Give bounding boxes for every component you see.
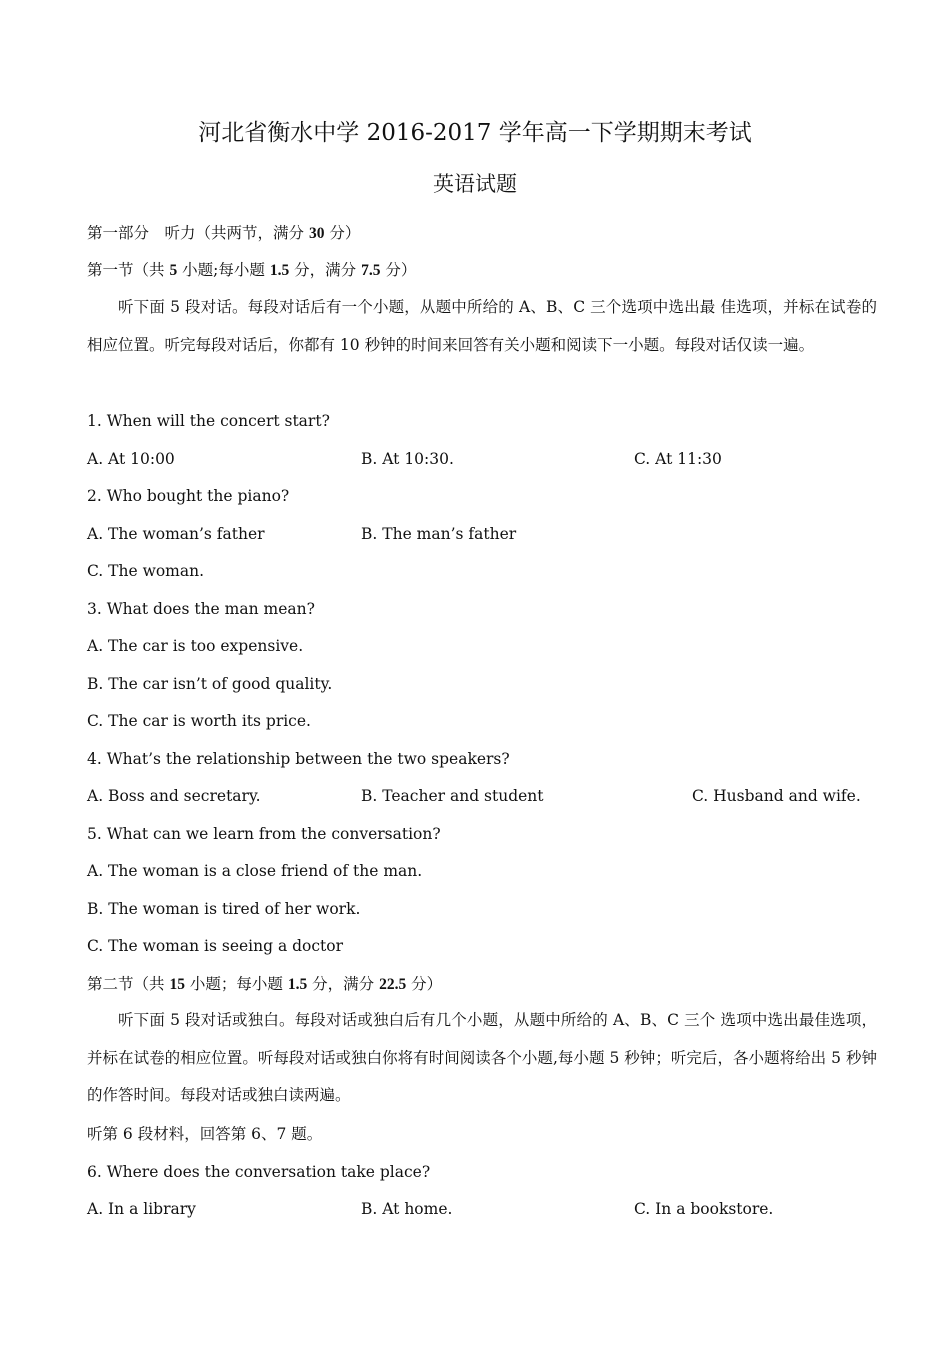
option-b: B. Teacher and student (361, 787, 544, 805)
question-stem: 1. When will the concert start? (87, 412, 330, 430)
option-b: B. At home. (361, 1200, 453, 1218)
option-a: A. The woman’s father (87, 525, 265, 543)
question-stem: 3. What does the man mean? (87, 600, 315, 618)
option-a: A. At 10:00 (87, 450, 175, 468)
section1-heading-part: 分） (385, 261, 417, 279)
section1-heading-each: 1.5 (269, 262, 290, 279)
option-c: C. In a bookstore. (634, 1200, 774, 1218)
option-c: C. Husband and wife. (692, 787, 861, 805)
section1-heading-part: 分，满分 (294, 261, 357, 279)
material-note: 听第 6 段材料，回答第 6、7 题。 (87, 1125, 323, 1143)
question-stem: 2. Who bought the piano? (87, 487, 290, 505)
section2-heading-part: 第二节（共 (87, 975, 165, 993)
section2-instructions: 听下面 5 段对话或独白。每段对话或独白后有几个小题，从题中所给的 A、B、C 三个 选项中选出最佳选项，并标在试卷的相应位置。听每段对话或独白你将有时间阅读各个小题,每小题 5 秒钟；听完后，各小题将给出 5 秒钟的作答时间。每段对话或独白读两遍。 (87, 1011, 877, 1104)
option-c: C. The woman. (87, 562, 205, 580)
page-subtitle: 英语试题 (433, 172, 517, 196)
section1-instructions: 听下面 5 段对话。每段对话后有一个小题，从题中所给的 A、B、C 三个选项中选出最 佳选项，并标在试卷的相应位置。听完每段对话后，你都有 10 秒钟的时间来回答有关小题和阅读下一小题。每段对话仅读一遍。 (87, 298, 877, 354)
question-stem: 6. Where does the conversation take place? (87, 1163, 431, 1181)
option-b: B. The woman is tired of her work. (87, 900, 361, 918)
option-a: A. Boss and secretary. (87, 787, 261, 805)
option-b: B. At 10:30. (361, 450, 454, 468)
part1-heading (87, 223, 360, 244)
section1-heading-part: 小题;每小题 (182, 261, 265, 279)
part1-heading-text: 第一部分 听力（共两节，满分 (87, 224, 305, 242)
part1-heading-unit: 分） (329, 224, 361, 242)
section1-heading (87, 260, 416, 281)
section1-heading-total: 7.5 (361, 262, 381, 279)
question-stem: 5. What can we learn from the conversation? (87, 825, 441, 843)
option-b: B. The man’s father (361, 525, 517, 543)
section2-heading-count: 15 (169, 976, 185, 993)
option-a: A. The car is too expensive. (87, 637, 304, 655)
option-a: A. The woman is a close friend of the man. (87, 862, 423, 880)
section1-heading-count: 5 (169, 262, 178, 279)
section1-heading-part: 第一节（共 (87, 261, 165, 279)
page-title: 河北省衡水中学 2016-2017 学年高一下学期期末考试 (198, 120, 752, 146)
option-c: C. The woman is seeing a doctor (87, 937, 344, 955)
option-b: B. The car isn’t of good quality. (87, 675, 333, 693)
section2-heading-part: 分，满分 (312, 975, 375, 993)
option-c: C. At 11:30 (634, 450, 722, 468)
section2-heading-each: 1.5 (287, 976, 308, 993)
option-c: C. The car is worth its price. (87, 712, 311, 730)
option-a: A. In a library (87, 1200, 196, 1218)
section2-heading-total: 22.5 (379, 976, 407, 993)
section2-heading-part: 小题；每小题 (189, 975, 283, 993)
question-stem: 4. What’s the relationship between the two speakers? (87, 750, 510, 768)
part1-heading-score: 30 (308, 225, 325, 242)
section2-heading (87, 974, 442, 995)
section2-heading-part: 分） (411, 975, 443, 993)
